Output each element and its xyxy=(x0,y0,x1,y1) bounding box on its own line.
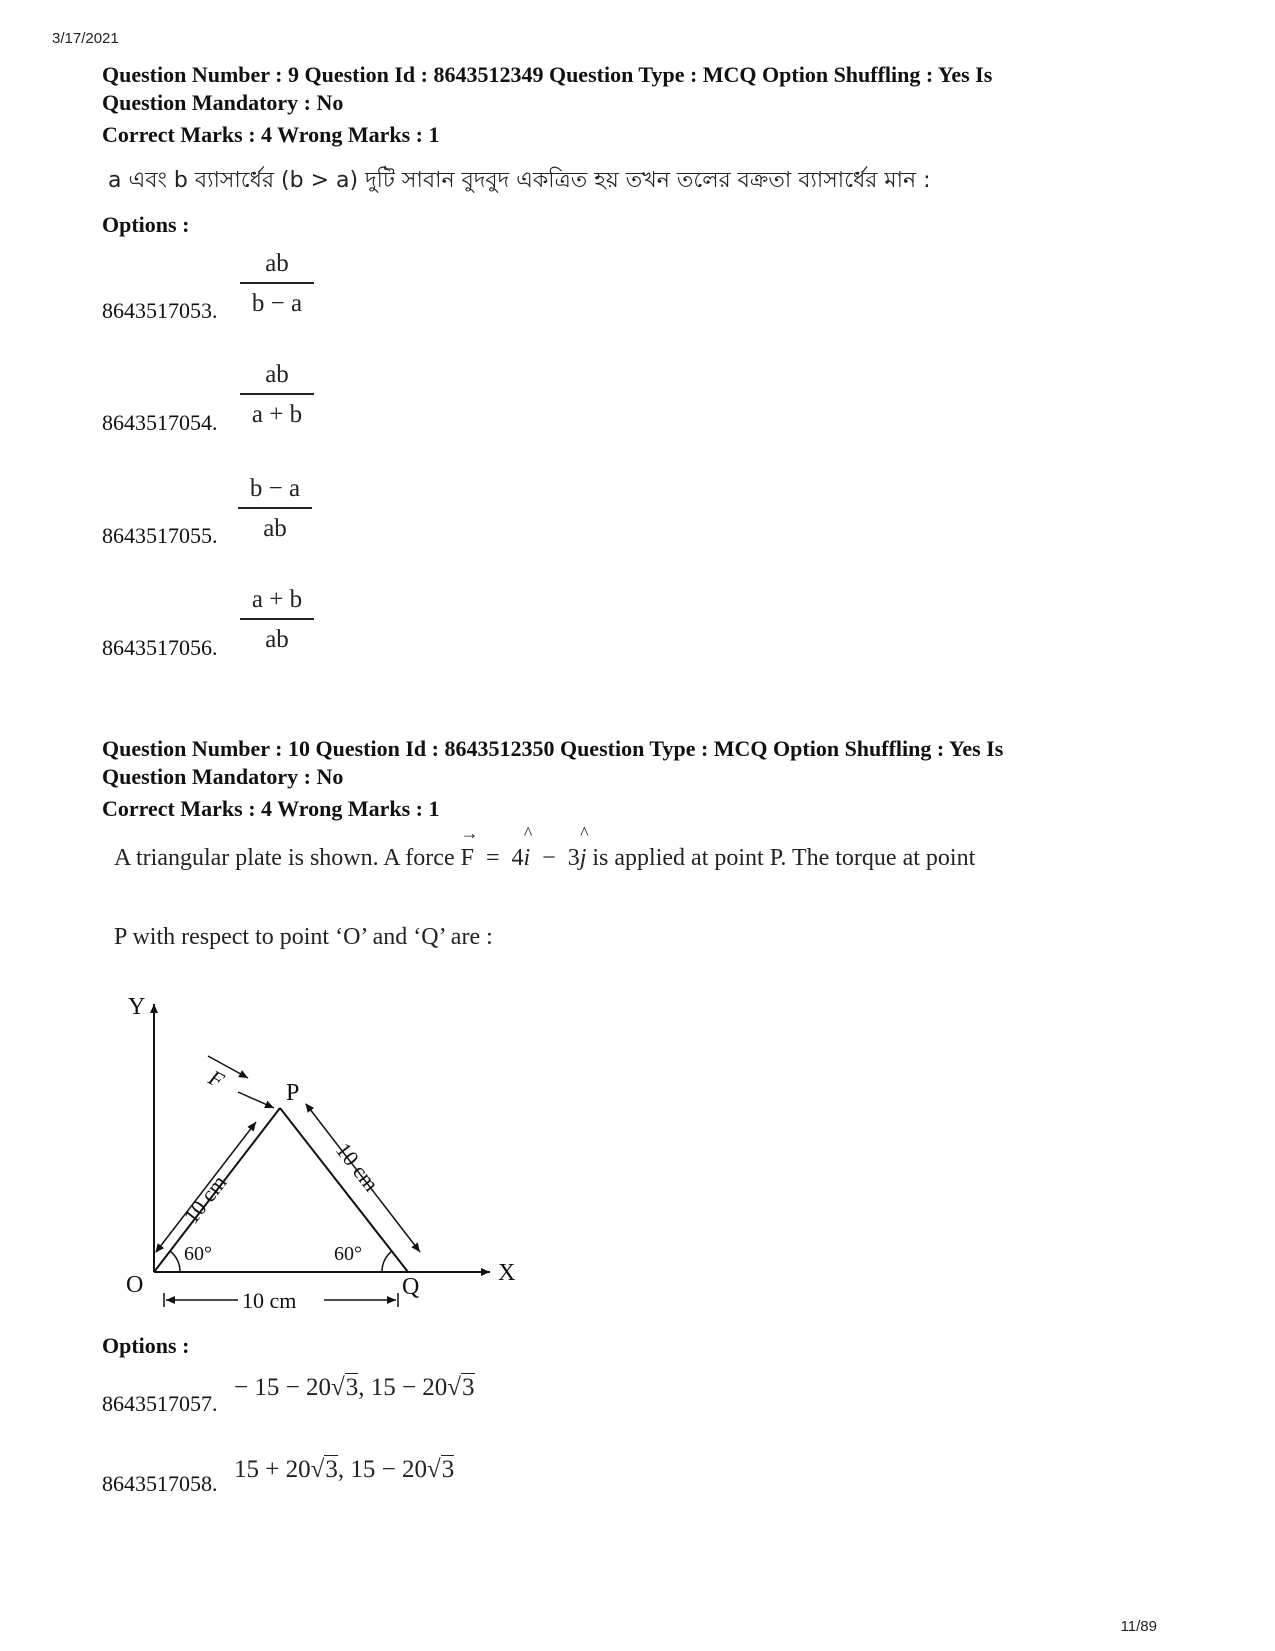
q9-marks: Correct Marks : 4 Wrong Marks : 1 xyxy=(102,122,440,147)
q10-option-2-part-c: , 15 − 20 xyxy=(337,1456,427,1483)
vector-arrow-icon: → xyxy=(460,823,479,843)
sqrt-icon: √ xyxy=(330,1374,345,1401)
point-q-label: Q xyxy=(402,1274,420,1300)
q10-options-label: Options : xyxy=(102,1333,190,1358)
page-number: 11/89 xyxy=(1120,1618,1157,1635)
q9-option-2-denominator: a + b xyxy=(251,401,303,428)
q9-meta-line1: Question Number : 9 Question Id : 8643512349 Question Type : MCQ Option Shuffling : Yes Is xyxy=(102,62,993,87)
sqrt-icon: √ xyxy=(310,1456,325,1483)
q10-meta-line2: Question Mandatory : No xyxy=(102,764,344,789)
hat-icon: ^ xyxy=(579,823,588,843)
print-date: 3/17/2021 xyxy=(52,30,119,47)
q10-meta xyxy=(102,735,1162,791)
q9-option-1-id: 8643517053. xyxy=(102,298,218,323)
sqrt-icon: √ xyxy=(426,1456,441,1483)
q9-meta-line2: Question Mandatory : No xyxy=(102,90,344,115)
q9-option-1-numerator: ab xyxy=(265,250,289,277)
angle-q-label: 60° xyxy=(334,1243,362,1265)
q9-option-4-denominator: ab xyxy=(265,626,289,653)
triangle-plate-figure xyxy=(110,990,540,1330)
q10-option-1-id: 8643517057. xyxy=(102,1391,218,1416)
q9-option-1-fraction xyxy=(240,250,314,318)
q9-option-3-denominator: ab xyxy=(263,515,287,542)
origin-label: O xyxy=(126,1272,144,1298)
q10-option-1-radicand-1: 3 xyxy=(345,1374,359,1401)
q10-option-1-part-a: − 15 − 20 xyxy=(234,1374,331,1401)
q10-question-text-line2: P with respect to point ‘O’ and ‘Q’ are : xyxy=(114,924,493,950)
q9-meta xyxy=(102,61,1162,117)
q9-option-2-id: 8643517054. xyxy=(102,410,218,435)
q10-option-2-radicand-1: 3 xyxy=(325,1456,338,1483)
q10-option-2-expression xyxy=(234,1456,454,1484)
coef-i: 4 xyxy=(511,845,524,871)
force-vector xyxy=(460,823,479,872)
q9-option-1-denominator: b − a xyxy=(251,290,303,317)
q10-option-1-expression xyxy=(234,1374,475,1402)
force-label: F xyxy=(204,1064,229,1093)
equals-sign: = xyxy=(485,845,500,871)
unit-j: j xyxy=(579,845,587,871)
angle-arc-o xyxy=(170,1251,180,1272)
coef-j: 3 xyxy=(567,845,580,871)
y-axis-label: Y xyxy=(128,994,146,1020)
minus-sign: − xyxy=(542,845,556,871)
q10-meta-line1: Question Number : 10 Question Id : 8643512350 Question Type : MCQ Option Shuffling : Yes Is xyxy=(102,736,1004,761)
side-pq-label: 10 cm xyxy=(330,1137,385,1196)
angle-o-label: 60° xyxy=(184,1243,212,1265)
unit-i: i xyxy=(523,845,531,871)
q9-option-2-fraction xyxy=(240,361,314,429)
angle-arc-q xyxy=(382,1251,392,1272)
q10-question-text-line1 xyxy=(114,823,976,872)
hat-icon: ^ xyxy=(523,823,532,843)
q10-option-2-part-a: 15 + 20 xyxy=(234,1456,311,1483)
q10-option-1-part-c: , 15 − 20 xyxy=(358,1374,448,1401)
point-p-label: P xyxy=(286,1080,300,1106)
side-op-label: 10 cm xyxy=(178,1170,232,1229)
sqrt-icon: √ xyxy=(447,1374,462,1401)
q9-option-3-id: 8643517055. xyxy=(102,523,218,548)
unit-vector-i xyxy=(523,823,532,872)
q9-option-4-numerator: a + b xyxy=(251,586,303,613)
force-symbol: F xyxy=(460,845,474,871)
q9-option-3-fraction xyxy=(238,475,312,543)
q10-marks: Correct Marks : 4 Wrong Marks : 1 xyxy=(102,796,440,821)
q10-text-part2: is applied at point P. The torque at point xyxy=(592,845,976,871)
q10-text-part1: A triangular plate is shown. A force xyxy=(114,845,455,871)
q10-option-2-id: 8643517058. xyxy=(102,1471,218,1496)
base-label: 10 cm xyxy=(242,1288,297,1313)
q9-question-text: a এবং b ব্যাসার্ধের (b > a) দুটি সাবান বুদবুদ একত্রিত হয় তখন তলের বক্রতা ব্যাসার্ধের মান : xyxy=(108,168,931,193)
q9-option-2-numerator: ab xyxy=(265,361,289,388)
unit-vector-j xyxy=(579,823,588,872)
q10-option-2-radicand-2: 3 xyxy=(441,1456,455,1483)
q9-option-4-fraction xyxy=(240,586,314,654)
q10-option-1-radicand-2: 3 xyxy=(462,1374,475,1401)
q9-option-3-numerator: b − a xyxy=(249,475,301,502)
q9-options-label: Options : xyxy=(102,212,190,237)
q9-option-4-id: 8643517056. xyxy=(102,635,218,660)
x-axis-label: X xyxy=(498,1260,516,1286)
force-arrow-at-p xyxy=(238,1092,274,1108)
